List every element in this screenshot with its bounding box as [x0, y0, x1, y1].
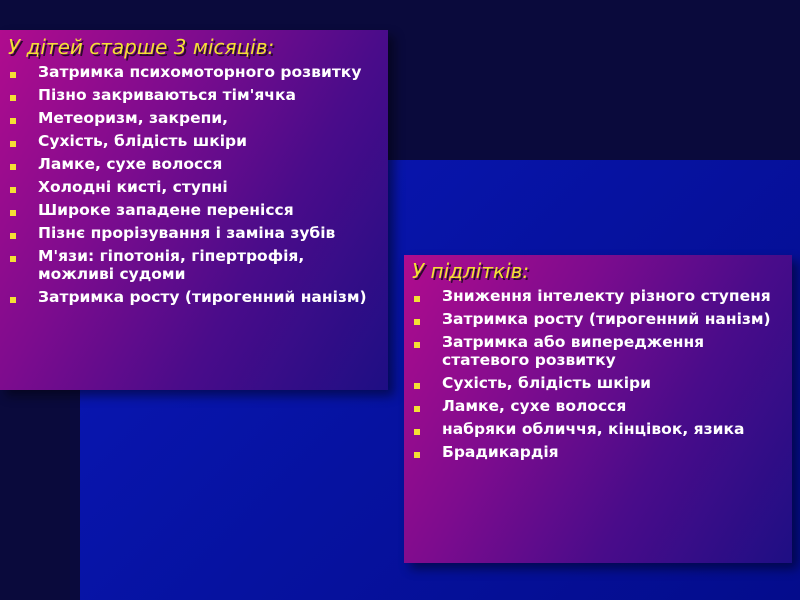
- square-bullet-icon: [414, 429, 420, 435]
- list-item: [412, 311, 782, 329]
- infants-panel-title: У дітей старше 3 місяців:: [8, 35, 275, 59]
- square-bullet-icon: [414, 406, 420, 412]
- list-item: [8, 202, 378, 220]
- square-bullet-icon: [10, 297, 16, 303]
- square-bullet-icon: [414, 452, 420, 458]
- list-item-text: Затримка росту (тирогенний нанізм): [38, 287, 367, 306]
- list-item-text: Ламке, сухе волосся: [442, 396, 627, 415]
- list-item-text: Широке западене перенісся: [38, 201, 294, 219]
- list-item-text: М'язи: гіпотонія, гіпертрофія, можливі судоми: [38, 247, 305, 283]
- square-bullet-icon: [10, 233, 16, 239]
- square-bullet-icon: [414, 296, 420, 302]
- list-item-text: Ламке, сухе волосся: [38, 155, 223, 173]
- square-bullet-icon: [10, 187, 16, 193]
- list-item: [8, 64, 378, 82]
- list-item: [8, 179, 378, 197]
- teens-symptoms-list: [412, 288, 782, 461]
- list-item: [8, 225, 378, 243]
- list-item: [412, 375, 782, 393]
- list-item-text: Брадикардія: [442, 442, 559, 461]
- infants-symptoms-list: [8, 64, 378, 306]
- list-item-text: Затримка росту (тирогенний нанізм): [442, 310, 771, 328]
- square-bullet-icon: [10, 256, 16, 262]
- square-bullet-icon: [10, 141, 16, 147]
- list-item-text: Пізно закриваються тім'ячка: [38, 86, 296, 104]
- list-item: [8, 110, 378, 128]
- square-bullet-icon: [414, 342, 420, 348]
- list-item-text: Сухість, блідість шкіри: [38, 132, 247, 150]
- square-bullet-icon: [414, 383, 420, 389]
- teens-panel-title: У підлітків:: [412, 259, 530, 283]
- list-item: [8, 289, 378, 307]
- list-item-text: набряки обличчя, кінцівок, язика: [442, 419, 745, 438]
- teens-symptoms-panel: [404, 255, 792, 563]
- square-bullet-icon: [10, 164, 16, 170]
- list-item: [412, 421, 782, 439]
- square-bullet-icon: [10, 210, 16, 216]
- list-item-text: Метеоризм, закрепи,: [38, 109, 229, 127]
- list-item: [412, 288, 782, 306]
- square-bullet-icon: [10, 72, 16, 78]
- list-item-text: Пізнє прорізування і заміна зубів: [38, 224, 336, 242]
- square-bullet-icon: [10, 118, 16, 124]
- list-item: [8, 156, 378, 174]
- list-item-text: Сухість, блідість шкіри: [442, 373, 651, 392]
- list-item-text: Затримка психомоторного розвитку: [38, 63, 362, 81]
- square-bullet-icon: [10, 95, 16, 101]
- list-item: [412, 444, 782, 462]
- list-item-text: Затримка або випередження статевого розвитку: [442, 333, 705, 369]
- infants-symptoms-panel: [0, 30, 388, 390]
- square-bullet-icon: [414, 319, 420, 325]
- list-item: [8, 248, 378, 283]
- list-item: [412, 398, 782, 416]
- list-item-text: Зниження інтелекту різного ступеня: [442, 287, 771, 305]
- list-item: [412, 334, 782, 369]
- list-item: [8, 87, 378, 105]
- list-item: [8, 133, 378, 151]
- list-item-text: Холодні кисті, ступні: [38, 178, 228, 196]
